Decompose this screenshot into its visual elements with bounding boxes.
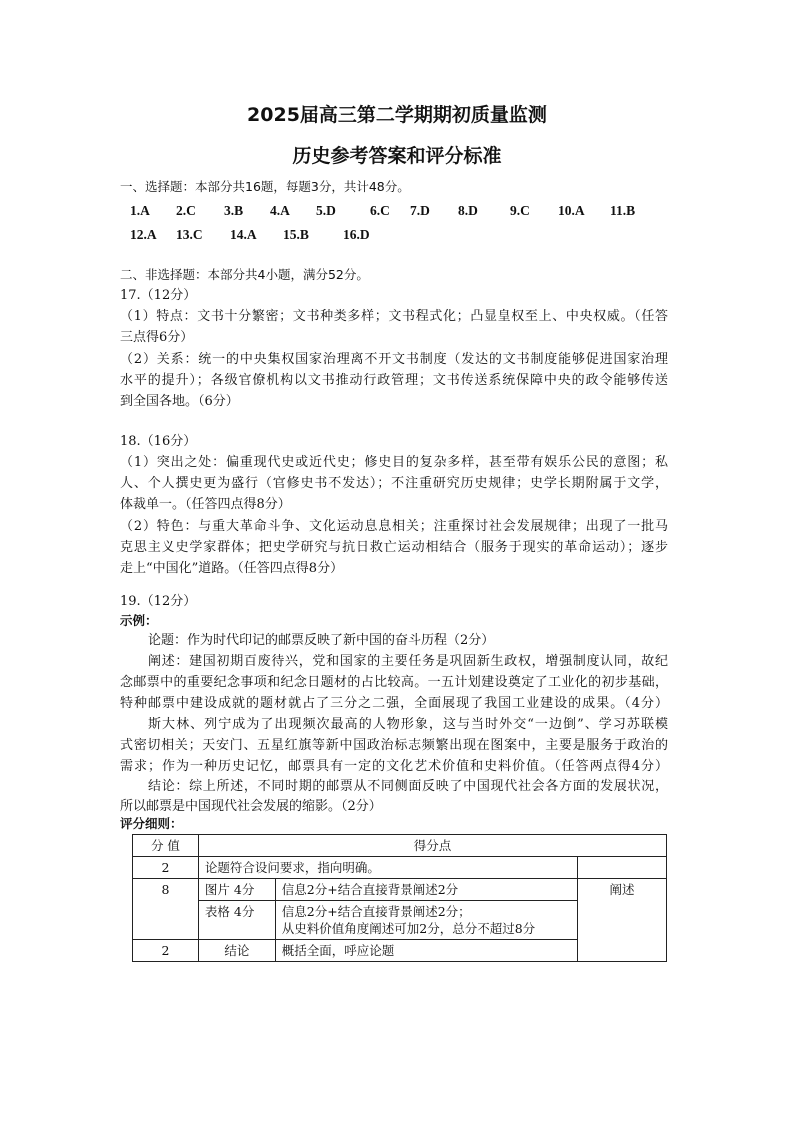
q18-line: 体裁单一。（任答四点得8分） [120,497,291,512]
q19-line: 论题：作为时代印记的邮票反映了新中国的奋斗历程（2分） [148,633,495,648]
row-score: 2 [133,857,199,879]
q17-line: 水平的提升）；各级官僚机构以文书推动行政管理；文书传送系统保障中央的政令能够传送 [120,373,668,388]
row-sublabel: 表格 4分 [198,901,275,940]
q19-line: 念邮票中的重要纪念事项和纪念日题材的占比较高。一五计划建设奠定了工业化的初步基础， [120,675,668,690]
answer-item: 8.D [458,203,478,218]
document-title: 2025届高三第二学期期初质量监测 [247,104,547,126]
q18-line: 走上“中国化”道路。（任答四点得8分） [120,561,344,576]
rubric-label: 评分细则： [120,816,183,831]
q19-line: 特种邮票中建设成就的题材就占了三分之二强，全面展现了我国工业建设的成果。（4分） [120,696,668,711]
table-row [133,857,667,879]
q19-example-label: 示例： [120,613,158,628]
table-header-row [133,835,667,857]
q17-line: 三点得6分） [120,330,194,345]
rubric-table [132,834,667,962]
q18-line: （2）特色：与重大革命斗争、文化运动息息相关；注重探讨社会发展规律；出现了一批马 [120,519,668,534]
q19-label: 19.（12分） [120,594,197,609]
row-text-line: 信息2分+结合直接背景阐述2分； [281,904,471,919]
section2-heading: 二、非选择题：本部分共4小题，满分52分。 [120,267,369,282]
row-score: 8 [133,879,199,940]
q17-line: （2）关系：统一的中央集权国家治理离不开文书制度（发达的文书制度能够促进国家治理 [120,352,668,367]
row-sublabel: 图片 4分 [198,879,275,901]
answer-item: 9.C [510,203,530,218]
q18-line: 人、个人撰史更为盛行（官修史书不发达）；不注重研究历史规律；史学长期附属于文学， [120,476,668,491]
row-text-line: 从史料价值角度阐述可加2分，总分不超过8分 [281,921,536,936]
document-subtitle: 历史参考答案和评分标准 [292,145,502,167]
answer-item: 7.D [410,203,430,218]
section1-heading: 一、选择题：本部分共16题，每题3分，共计48分。 [120,179,410,194]
row-text: 论题符合设问要求，指向明确。 [198,857,577,879]
answer-item: 14.A [230,227,257,242]
q19-line: 式密切相关；天安门、五星红旗等新中国政治标志频繁出现在图案中，主要是服务于政治的 [120,738,668,753]
answer-item: 5.D [316,203,336,218]
row-score: 2 [133,940,199,962]
answer-item: 12.A [130,227,157,242]
answer-item: 2.C [176,203,196,218]
q17-line: （1）特点：文书十分繁密；文书种类多样；文书程式化；凸显皇权至上、中央权威。（任答 [120,309,668,324]
answer-item: 13.C [176,227,203,242]
answer-item: 15.B [283,227,309,242]
q17-label: 17.（12分） [120,288,197,303]
q19-line: 结论：综上所述，不同时期的邮票从不同侧面反映了中国现代社会各方面的发展状况， [148,779,668,794]
answer-item: 6.C [370,203,390,218]
table-row [133,879,667,901]
answer-item: 3.B [224,203,244,218]
row-text: 概括全面，呼应论题 [275,940,577,962]
q19-line: 需求；作为一种历史记忆，邮票具有一定的文化艺术价值和史料价值。（任答两点得4分） [120,759,668,774]
answer-item: 4.A [270,203,290,218]
row-text [275,901,577,940]
q19-line: 所以邮票是中国现代社会发展的缩影。（2分） [120,799,382,814]
row-tag: 阐述 [578,879,667,962]
answer-item: 16.D [343,227,370,242]
q18-line: 克思主义史学家群体；把史学研究与抗日救亡运动相结合（服务于现实的革命运动）；逐步 [120,540,668,555]
row-text: 信息2分+结合直接背景阐述2分 [275,879,577,901]
q18-line: （1）突出之处：偏重现代史或近代史；修史目的复杂多样，甚至带有娱乐公民的意图；私 [120,455,668,470]
q18-label: 18.（16分） [120,434,197,449]
q17-line: 到全国各地。（6分） [120,394,239,409]
row-sublabel: 结论 [198,940,275,962]
answer-item: 10.A [558,203,585,218]
empty-cell [578,857,667,879]
q19-line: 斯大林、列宁成为了出现频次最高的人物形象，这与当时外交“一边倒”、学习苏联模 [148,717,668,732]
answer-item: 1.A [130,203,150,218]
q19-line: 阐述：建国初期百废待兴，党和国家的主要任务是巩固新生政权，增强制度认同，故纪 [148,654,668,669]
answer-item: 11.B [610,203,636,218]
header-score: 分 值 [133,835,199,857]
header-points: 得分点 [198,835,666,857]
